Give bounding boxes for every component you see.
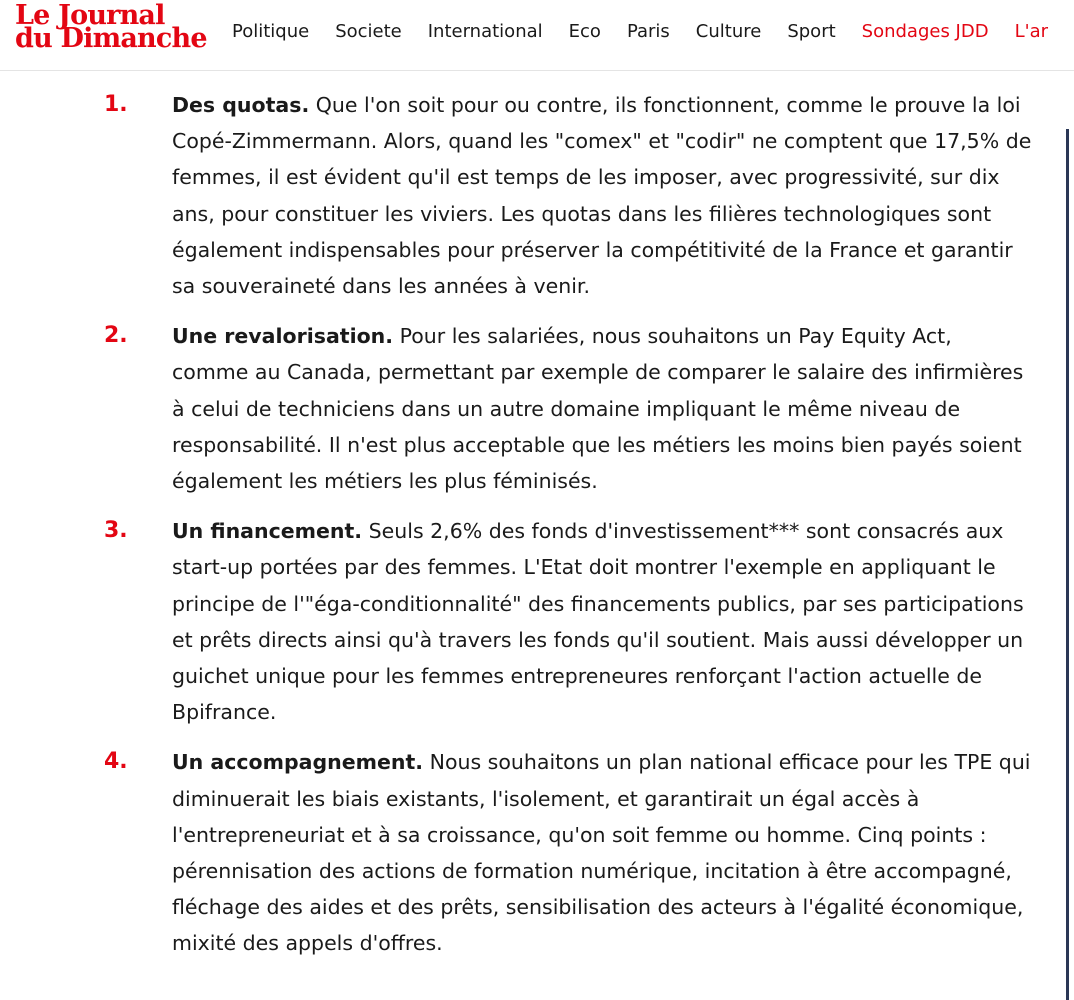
item-number: 2. <box>104 323 128 349</box>
logo-line-2: du Dimanche <box>15 23 207 54</box>
item-text: Nous souhaitons un plan national efficace pour les TPE qui diminuerait les biais existants, l'isolement, et garantirait un égal accès à l'entrepreneuriat et à sa croissance, qu'on soit femme ou homme. Cinq points : pérennisation des actions de formation numérique, incitation à être accompagné, fléchage des aides et des prêts, sensibilisation des acteurs à l'égalité économique, mixité des appels d'offres. <box>172 750 1031 956</box>
item-title: Un financement. <box>172 519 363 544</box>
item-number: 3. <box>104 518 128 544</box>
site-header <box>0 0 1074 71</box>
main-nav <box>232 0 1074 62</box>
item-body <box>172 513 1034 730</box>
logo-line-1: Le Journal <box>15 0 165 31</box>
item-number: 4. <box>104 749 128 775</box>
nav-item-eco[interactable]: Eco <box>568 20 601 42</box>
list-item <box>0 318 1074 499</box>
list-item <box>0 87 1074 304</box>
site-logo[interactable] <box>15 0 220 54</box>
proposal-list <box>0 87 1074 976</box>
nav-item-international[interactable]: International <box>427 20 543 42</box>
item-body <box>172 87 1034 304</box>
article-content <box>0 71 1074 1000</box>
nav-item-societe[interactable]: Societe <box>335 20 402 42</box>
nav-item-culture[interactable]: Culture <box>695 20 762 42</box>
item-number: 1. <box>104 92 128 117</box>
nav-item-politique[interactable]: Politique <box>232 20 310 42</box>
nav-item-sondages-jdd[interactable]: Sondages JDD <box>861 20 989 42</box>
item-title: Un accompagnement. <box>172 750 424 775</box>
item-text: Pour les salariées, nous souhaitons un Pay Equity Act, comme au Canada, permettant par exemple de comparer le salaire des infirmières à celui de techniciens dans un autre domaine impliquant le même niveau de responsabilité. Il n'est plus acceptable que les métiers les moins bien payés soient également les métiers les plus féminisés. <box>172 324 1024 494</box>
nav-item-truncated[interactable]: L'ar <box>1014 20 1049 42</box>
item-text: Seuls 2,6% des fonds d'investissement*** sont consacrés aux start-up portées par des femmes. L'Etat doit montrer l'exemple en appliquant le principe de l'"éga-conditionnalité" des financements publics, par ses participations et prêts directs ainsi qu'à travers les fonds qu'il soutient. Mais aussi développer un guichet unique pour les femmes entrepreneures renforçant l'action actuelle de Bpifrance. <box>172 519 1024 725</box>
item-title: Une revalorisation. <box>172 324 394 349</box>
list-item <box>0 513 1074 730</box>
item-body <box>172 318 1034 499</box>
nav-item-paris[interactable]: Paris <box>626 20 670 42</box>
item-body <box>172 744 1034 961</box>
list-item <box>0 744 1074 961</box>
item-title: Des quotas. <box>172 93 310 117</box>
nav-item-sport[interactable]: Sport <box>787 20 836 42</box>
item-text: Que l'on soit pour ou contre, ils fonctionnent, comme le prouve la loi Copé-Zimmermann. Alors, quand les "comex" et "codir" ne comptent que 17,5% de femmes, il est évident qu'il est temps de les imposer, avec progressivité, sur dix ans, pour constituer les viviers. Les quotas dans les filières technologiques sont également indispensables pour préserver la compétitivité de la France et garantir sa souveraineté dans les années à venir. <box>172 93 1032 299</box>
